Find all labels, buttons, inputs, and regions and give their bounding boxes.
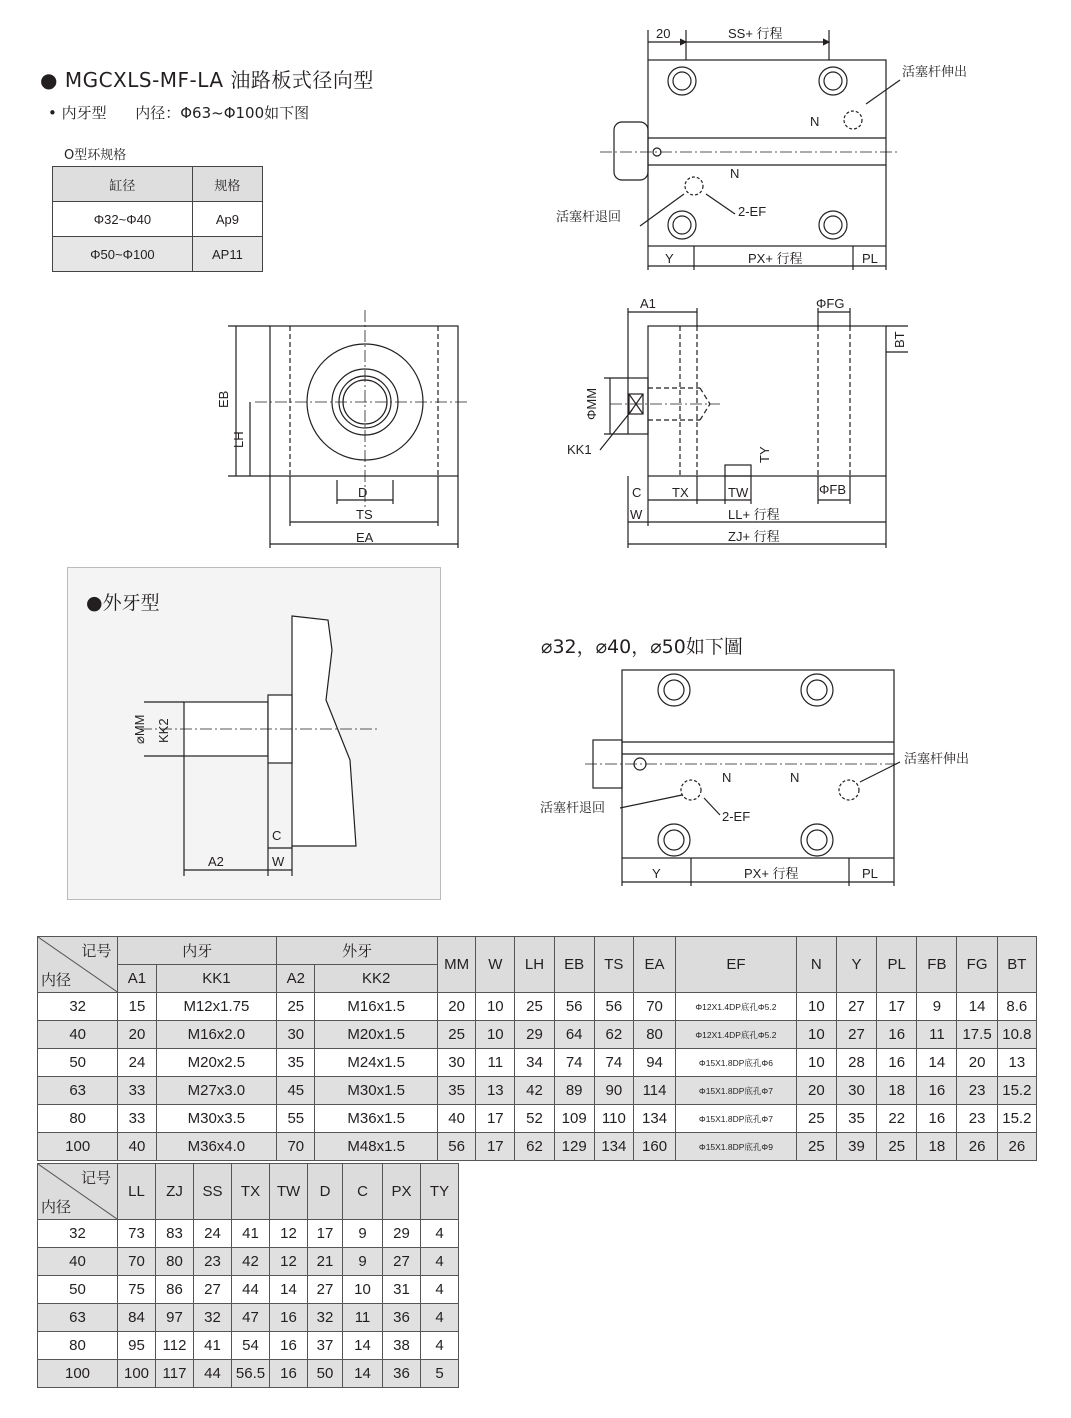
dim-kk2-label: KK2 — [156, 718, 171, 743]
table-cell: 129 — [554, 1133, 594, 1161]
corner-bottom: 内径 — [41, 1199, 72, 1216]
table-cell: 42 — [515, 1077, 554, 1105]
table-cell: 12 — [270, 1248, 308, 1276]
table-cell: 73 — [118, 1220, 156, 1248]
table-cell: 36 — [383, 1360, 421, 1388]
table-row — [38, 1105, 1037, 1133]
col-header: PX — [383, 1164, 421, 1220]
table-cell: 10.8 — [997, 1021, 1036, 1049]
table-cell: 70 — [633, 993, 675, 1021]
table-cell: 15.2 — [997, 1105, 1036, 1133]
dim-eb-label: EB — [216, 390, 231, 408]
table-cell: 27 — [194, 1276, 232, 1304]
sub-header: A2 — [277, 965, 315, 993]
subtitle-type: 内牙型 — [61, 104, 107, 122]
table-cell: 24 — [194, 1220, 232, 1248]
dim-bt-label: BT — [892, 331, 907, 348]
table-cell: 45 — [277, 1077, 315, 1105]
table-cell: 15 — [118, 993, 156, 1021]
table-cell: 16 — [270, 1332, 308, 1360]
table-cell: 13 — [997, 1049, 1036, 1077]
dim-ss-label: SS+ 行程 — [728, 26, 783, 41]
table-cell: 109 — [554, 1105, 594, 1133]
col-header: LL — [118, 1164, 156, 1220]
row-bore: 63 — [38, 1077, 118, 1105]
table-cell: M36x4.0 — [156, 1133, 277, 1161]
table-row — [38, 1133, 1037, 1161]
row-bore: 40 — [38, 1248, 118, 1276]
table-cell: 30 — [438, 1049, 476, 1077]
table-cell: 100 — [118, 1360, 156, 1388]
table-cell: 10 — [476, 1021, 515, 1049]
table-cell: 30 — [836, 1077, 876, 1105]
table-cell: 33 — [118, 1105, 156, 1133]
table-cell: 10 — [796, 1049, 836, 1077]
small-bore-drawing — [585, 670, 900, 886]
table-cell: 13 — [476, 1077, 515, 1105]
dim-d-label: D — [358, 485, 368, 500]
table-cell: 32 — [308, 1304, 343, 1332]
col-header: TS — [594, 937, 633, 993]
table-cell: 20 — [438, 993, 476, 1021]
table-cell: 10 — [343, 1276, 383, 1304]
col-header: TY — [421, 1164, 459, 1220]
table-cell: 75 — [118, 1276, 156, 1304]
table-cell: 56.5 — [232, 1360, 270, 1388]
table-cell: 55 — [277, 1105, 315, 1133]
table-cell: 25 — [877, 1133, 917, 1161]
dim-tw-label: TW — [728, 485, 749, 500]
sub-header: KK2 — [315, 965, 438, 993]
table-cell: 62 — [594, 1021, 633, 1049]
table-cell: M20x2.5 — [156, 1049, 277, 1077]
subtitle: • 内牙型 内径：Φ63~Φ100如下图 — [48, 104, 310, 122]
small-n-label: N — [790, 770, 800, 785]
dim-pl-label: PL — [862, 251, 878, 266]
table-cell: 47 — [232, 1304, 270, 1332]
table-cell: Φ15X1.8DP底孔Φ9 — [676, 1133, 797, 1161]
table-row — [38, 1248, 459, 1276]
top-view-drawing — [600, 30, 900, 270]
table-cell: 4 — [421, 1248, 459, 1276]
col-header: TX — [232, 1164, 270, 1220]
col-header: LH — [515, 937, 554, 993]
table-cell: 16 — [270, 1304, 308, 1332]
table-cell: 25 — [515, 993, 554, 1021]
table-row — [38, 1220, 459, 1248]
table-row — [38, 1077, 1037, 1105]
table-cell: 31 — [383, 1276, 421, 1304]
table-cell: 74 — [554, 1049, 594, 1077]
spec-table-2 — [37, 1163, 459, 1388]
col-header: W — [476, 937, 515, 993]
table-cell: 25 — [796, 1105, 836, 1133]
col-header: MM — [438, 937, 476, 993]
table-cell: 62 — [515, 1133, 554, 1161]
table-cell: 114 — [633, 1077, 675, 1105]
col-header: TW — [270, 1164, 308, 1220]
table-cell: 16 — [270, 1360, 308, 1388]
table-cell: 28 — [836, 1049, 876, 1077]
table2-corner — [38, 1164, 118, 1220]
dim-zj-label: ZJ+ 行程 — [728, 529, 780, 544]
table-cell: 17.5 — [957, 1021, 997, 1049]
table-cell: M24x1.5 — [315, 1049, 438, 1077]
table-cell: 25 — [438, 1021, 476, 1049]
external-thread-title: ●外牙型 — [86, 592, 160, 614]
oring-spec: AP11 — [192, 237, 262, 272]
col-header: PL — [877, 937, 917, 993]
dim-w-label: W — [630, 507, 643, 522]
table-cell: 20 — [118, 1021, 156, 1049]
table-cell: 10 — [796, 993, 836, 1021]
table-cell: M16x1.5 — [315, 993, 438, 1021]
dim-ty-label: TY — [757, 446, 772, 463]
group-inner-header: 内牙 — [118, 937, 277, 965]
table-cell: 27 — [836, 1021, 876, 1049]
oring-col-bore: 缸径 — [53, 167, 193, 202]
extend-label: 活塞杆伸出 — [902, 64, 968, 79]
oring-title: O型环规格 — [64, 148, 127, 163]
col-header: EB — [554, 937, 594, 993]
table-cell: 8.6 — [997, 993, 1036, 1021]
table-cell: 20 — [957, 1049, 997, 1077]
small-bore-title: ⌀32，⌀40，⌀50如下圖 — [541, 636, 743, 658]
table-cell: M20x1.5 — [315, 1021, 438, 1049]
table-row — [38, 1332, 459, 1360]
page-title: ● MGCXLS-MF-LA 油路板式径向型 — [40, 68, 374, 92]
table-cell: Φ15X1.8DP底孔Φ7 — [676, 1105, 797, 1133]
subtitle-bore: 内径：Φ63~Φ100如下图 — [135, 104, 310, 122]
table-cell: 4 — [421, 1304, 459, 1332]
table-cell: 42 — [232, 1248, 270, 1276]
table-cell: 41 — [194, 1332, 232, 1360]
row-bore: 40 — [38, 1021, 118, 1049]
col-header: SS — [194, 1164, 232, 1220]
table-cell: 35 — [438, 1077, 476, 1105]
table-cell: 40 — [438, 1105, 476, 1133]
dim-tx-label: TX — [672, 485, 689, 500]
dim-ts-label: TS — [356, 507, 373, 522]
table-cell: 11 — [476, 1049, 515, 1077]
table-cell: 4 — [421, 1276, 459, 1304]
col-header: ZJ — [156, 1164, 194, 1220]
table-row — [38, 1021, 1037, 1049]
table-cell: 16 — [917, 1105, 957, 1133]
table-cell: 70 — [277, 1133, 315, 1161]
col-header: FB — [917, 937, 957, 993]
dim-a2-label: A2 — [208, 854, 224, 869]
table-row — [38, 1049, 1037, 1077]
table-cell: 26 — [997, 1133, 1036, 1161]
table-cell: 56 — [554, 993, 594, 1021]
dim-fb-label: ΦFB — [819, 482, 846, 497]
col-header: FG — [957, 937, 997, 993]
table-cell: 9 — [343, 1248, 383, 1276]
table-cell: M12x1.75 — [156, 993, 277, 1021]
table-cell: 15.2 — [997, 1077, 1036, 1105]
retract-label: 活塞杆退回 — [556, 209, 622, 224]
dim-kk1-label: KK1 — [567, 442, 592, 457]
table-cell: 70 — [118, 1248, 156, 1276]
table-cell: 11 — [917, 1021, 957, 1049]
corner-bottom: 内径 — [41, 972, 72, 989]
table-cell: 14 — [917, 1049, 957, 1077]
table-cell: 16 — [917, 1077, 957, 1105]
oring-bore: Φ50~Φ100 — [53, 237, 193, 272]
sub-header: A1 — [118, 965, 156, 993]
table-cell: 56 — [594, 993, 633, 1021]
oring-spec: Ap9 — [192, 202, 262, 237]
table-cell: 9 — [343, 1220, 383, 1248]
table-cell: M36x1.5 — [315, 1105, 438, 1133]
table-cell: 41 — [232, 1220, 270, 1248]
col-header: BT — [997, 937, 1036, 993]
table-cell: 32 — [194, 1304, 232, 1332]
table-cell: 80 — [633, 1021, 675, 1049]
table-cell: 117 — [156, 1360, 194, 1388]
row-bore: 80 — [38, 1332, 118, 1360]
table-cell: 83 — [156, 1220, 194, 1248]
dim-fg-label: ΦFG — [816, 296, 845, 311]
table-cell: M27x3.0 — [156, 1077, 277, 1105]
table-cell: 24 — [118, 1049, 156, 1077]
dim-20-label: 20 — [656, 26, 671, 41]
oring-bore: Φ32~Φ40 — [53, 202, 193, 237]
table-cell: 74 — [594, 1049, 633, 1077]
table-cell: 9 — [917, 993, 957, 1021]
table-cell: 22 — [877, 1105, 917, 1133]
table-cell: 54 — [232, 1332, 270, 1360]
external-thread-drawing — [140, 616, 380, 876]
row-bore: 32 — [38, 1220, 118, 1248]
table-cell: 97 — [156, 1304, 194, 1332]
table-cell: 84 — [118, 1304, 156, 1332]
table-cell: 14 — [343, 1360, 383, 1388]
table-cell: Φ12X1.4DP底孔Φ5.2 — [676, 993, 797, 1021]
n-label: N — [810, 114, 820, 129]
table-cell: 160 — [633, 1133, 675, 1161]
group-outer-header: 外牙 — [277, 937, 438, 965]
table-row — [38, 1304, 459, 1332]
table1-corner — [38, 937, 118, 993]
table-cell: 14 — [343, 1332, 383, 1360]
small-dim-y-label: Y — [652, 866, 661, 881]
col-header: EF — [676, 937, 797, 993]
dim-ea-label: EA — [356, 530, 374, 545]
table-cell: 11 — [343, 1304, 383, 1332]
small-ef-label: 2-EF — [722, 809, 751, 824]
dim-ext-mm-label: ⌀MM — [132, 714, 147, 744]
table-cell: 44 — [194, 1360, 232, 1388]
table-cell: 52 — [515, 1105, 554, 1133]
table-cell: M30x3.5 — [156, 1105, 277, 1133]
title-text: MGCXLS-MF-LA 油路板式径向型 — [64, 68, 374, 92]
table-cell: 20 — [796, 1077, 836, 1105]
table-cell: 134 — [594, 1133, 633, 1161]
table-cell: 21 — [308, 1248, 343, 1276]
table-cell: 23 — [957, 1105, 997, 1133]
row-bore: 50 — [38, 1276, 118, 1304]
table-cell: 94 — [633, 1049, 675, 1077]
table-cell: 35 — [836, 1105, 876, 1133]
table-cell: 35 — [277, 1049, 315, 1077]
table-cell: 18 — [917, 1133, 957, 1161]
table-cell: Φ12X1.4DP底孔Φ5.2 — [676, 1021, 797, 1049]
n-label: N — [730, 166, 740, 181]
table-cell: 4 — [421, 1332, 459, 1360]
table-cell: 16 — [877, 1021, 917, 1049]
table-cell: 34 — [515, 1049, 554, 1077]
dim-y-label: Y — [665, 251, 674, 266]
row-bore: 100 — [38, 1133, 118, 1161]
table-cell: 12 — [270, 1220, 308, 1248]
small-retract-label: 活塞杆退回 — [540, 800, 606, 815]
table-cell: 29 — [515, 1021, 554, 1049]
small-dim-pl-label: PL — [862, 866, 878, 881]
row-bore: 63 — [38, 1304, 118, 1332]
col-header: C — [343, 1164, 383, 1220]
sub-header: KK1 — [156, 965, 277, 993]
corner-top: 记号 — [81, 943, 112, 960]
table-cell: 112 — [156, 1332, 194, 1360]
dim-ll-label: LL+ 行程 — [728, 507, 780, 522]
table-cell: 40 — [118, 1133, 156, 1161]
table-cell: M16x2.0 — [156, 1021, 277, 1049]
table-cell: 29 — [383, 1220, 421, 1248]
small-dim-px-label: PX+ 行程 — [744, 866, 799, 881]
table-cell: 39 — [836, 1133, 876, 1161]
table-cell: 30 — [277, 1021, 315, 1049]
table-cell: 89 — [554, 1077, 594, 1105]
small-n-label: N — [722, 770, 732, 785]
table-cell: Φ15X1.8DP底孔Φ6 — [676, 1049, 797, 1077]
table-cell: 44 — [232, 1276, 270, 1304]
row-bore: 80 — [38, 1105, 118, 1133]
dim-px-label: PX+ 行程 — [748, 251, 803, 266]
table-cell: M48x1.5 — [315, 1133, 438, 1161]
row-bore: 32 — [38, 993, 118, 1021]
table-cell: 27 — [308, 1276, 343, 1304]
table-cell: Φ15X1.8DP底孔Φ7 — [676, 1077, 797, 1105]
table-cell: M30x1.5 — [315, 1077, 438, 1105]
front-view-drawing — [228, 310, 470, 548]
table-cell: 36 — [383, 1304, 421, 1332]
col-header: EA — [633, 937, 675, 993]
table-cell: 38 — [383, 1332, 421, 1360]
table-row — [38, 1360, 459, 1388]
table-cell: 17 — [476, 1105, 515, 1133]
table-cell: 80 — [156, 1248, 194, 1276]
table-cell: 56 — [438, 1133, 476, 1161]
dim-c-label: C — [632, 485, 642, 500]
table-row — [38, 993, 1037, 1021]
table-cell: 26 — [957, 1133, 997, 1161]
row-bore: 50 — [38, 1049, 118, 1077]
table-cell: 25 — [277, 993, 315, 1021]
table-cell: 64 — [554, 1021, 594, 1049]
oring-col-spec: 规格 — [192, 167, 262, 202]
ef-label: 2-EF — [738, 204, 767, 219]
table-cell: 90 — [594, 1077, 633, 1105]
table-cell: 17 — [877, 993, 917, 1021]
table-cell: 5 — [421, 1360, 459, 1388]
dim-ext-c-label: C — [272, 828, 282, 843]
table-cell: 16 — [877, 1049, 917, 1077]
corner-top: 记号 — [80, 1170, 111, 1187]
small-extend-label: 活塞杆伸出 — [904, 751, 970, 766]
table-cell: 33 — [118, 1077, 156, 1105]
table-cell: 17 — [308, 1220, 343, 1248]
table-cell: 17 — [476, 1133, 515, 1161]
table-cell: 37 — [308, 1332, 343, 1360]
dim-a1-label: A1 — [640, 296, 656, 311]
table-cell: 18 — [877, 1077, 917, 1105]
table-cell: 10 — [476, 993, 515, 1021]
row-bore: 100 — [38, 1360, 118, 1388]
table-cell: 4 — [421, 1220, 459, 1248]
table-cell: 27 — [836, 993, 876, 1021]
dim-lh-label: LH — [231, 431, 246, 448]
dim-ext-w-label: W — [272, 854, 285, 869]
col-header: D — [308, 1164, 343, 1220]
col-header: Y — [836, 937, 876, 993]
table-cell: 95 — [118, 1332, 156, 1360]
table-cell: 23 — [957, 1077, 997, 1105]
table-cell: 10 — [796, 1021, 836, 1049]
table-cell: 23 — [194, 1248, 232, 1276]
table-cell: 50 — [308, 1360, 343, 1388]
table-row — [38, 1276, 459, 1304]
spec-table-1 — [37, 936, 1037, 1161]
table-cell: 14 — [270, 1276, 308, 1304]
col-header: N — [796, 937, 836, 993]
dim-mm-label: ΦMM — [584, 387, 599, 420]
table-cell: 27 — [383, 1248, 421, 1276]
table-cell: 14 — [957, 993, 997, 1021]
table-cell: 86 — [156, 1276, 194, 1304]
table-cell: 110 — [594, 1105, 633, 1133]
table-cell: 134 — [633, 1105, 675, 1133]
table-cell: 25 — [796, 1133, 836, 1161]
